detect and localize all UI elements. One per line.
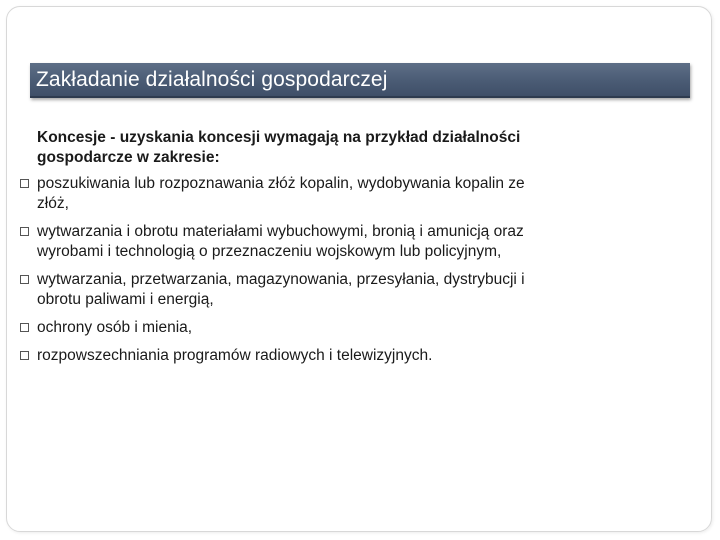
intro-text [20, 128, 620, 168]
bullet-text-line: obrotu paliwami i energią, [37, 291, 214, 308]
bullet-text-line: złóż, [37, 195, 69, 212]
bullet-text-line: rozpowszechniania programów radiowych i telewizyjnych. [37, 347, 433, 364]
bullet-item [20, 318, 620, 338]
bullet-text-line: wytwarzania, przetwarzania, magazynowania, przesyłania, dystrybucji i [37, 271, 525, 288]
bullet-item [20, 346, 620, 366]
square-bullet-icon [20, 351, 29, 360]
slide-content [20, 128, 620, 374]
square-bullet-icon [20, 227, 29, 236]
bullet-item [20, 174, 620, 214]
bullet-text-line: poszukiwania lub rozpoznawania złóż kopalin, wydobywania kopalin ze [37, 175, 525, 192]
bullet-item [20, 270, 620, 310]
bullet-text-line: wyrobami i technologią o przeznaczeniu wojskowym lub policyjnym, [37, 243, 502, 260]
title-bar [30, 63, 690, 98]
slide-title: Zakładanie działalności gospodarczej [36, 68, 388, 91]
bullet-text-line: ochrony osób i mienia, [37, 319, 193, 336]
square-bullet-icon [20, 323, 29, 332]
bullet-item [20, 222, 620, 262]
bullet-text-line: wytwarzania i obrotu materiałami wybuchowymi, bronią i amunicją oraz [37, 223, 524, 240]
square-bullet-icon [20, 179, 29, 188]
intro-label: Koncesje - uzyskania koncesji wymagają na przykład działalności gospodarcze w zakresie: [37, 129, 521, 166]
square-bullet-icon [20, 275, 29, 284]
